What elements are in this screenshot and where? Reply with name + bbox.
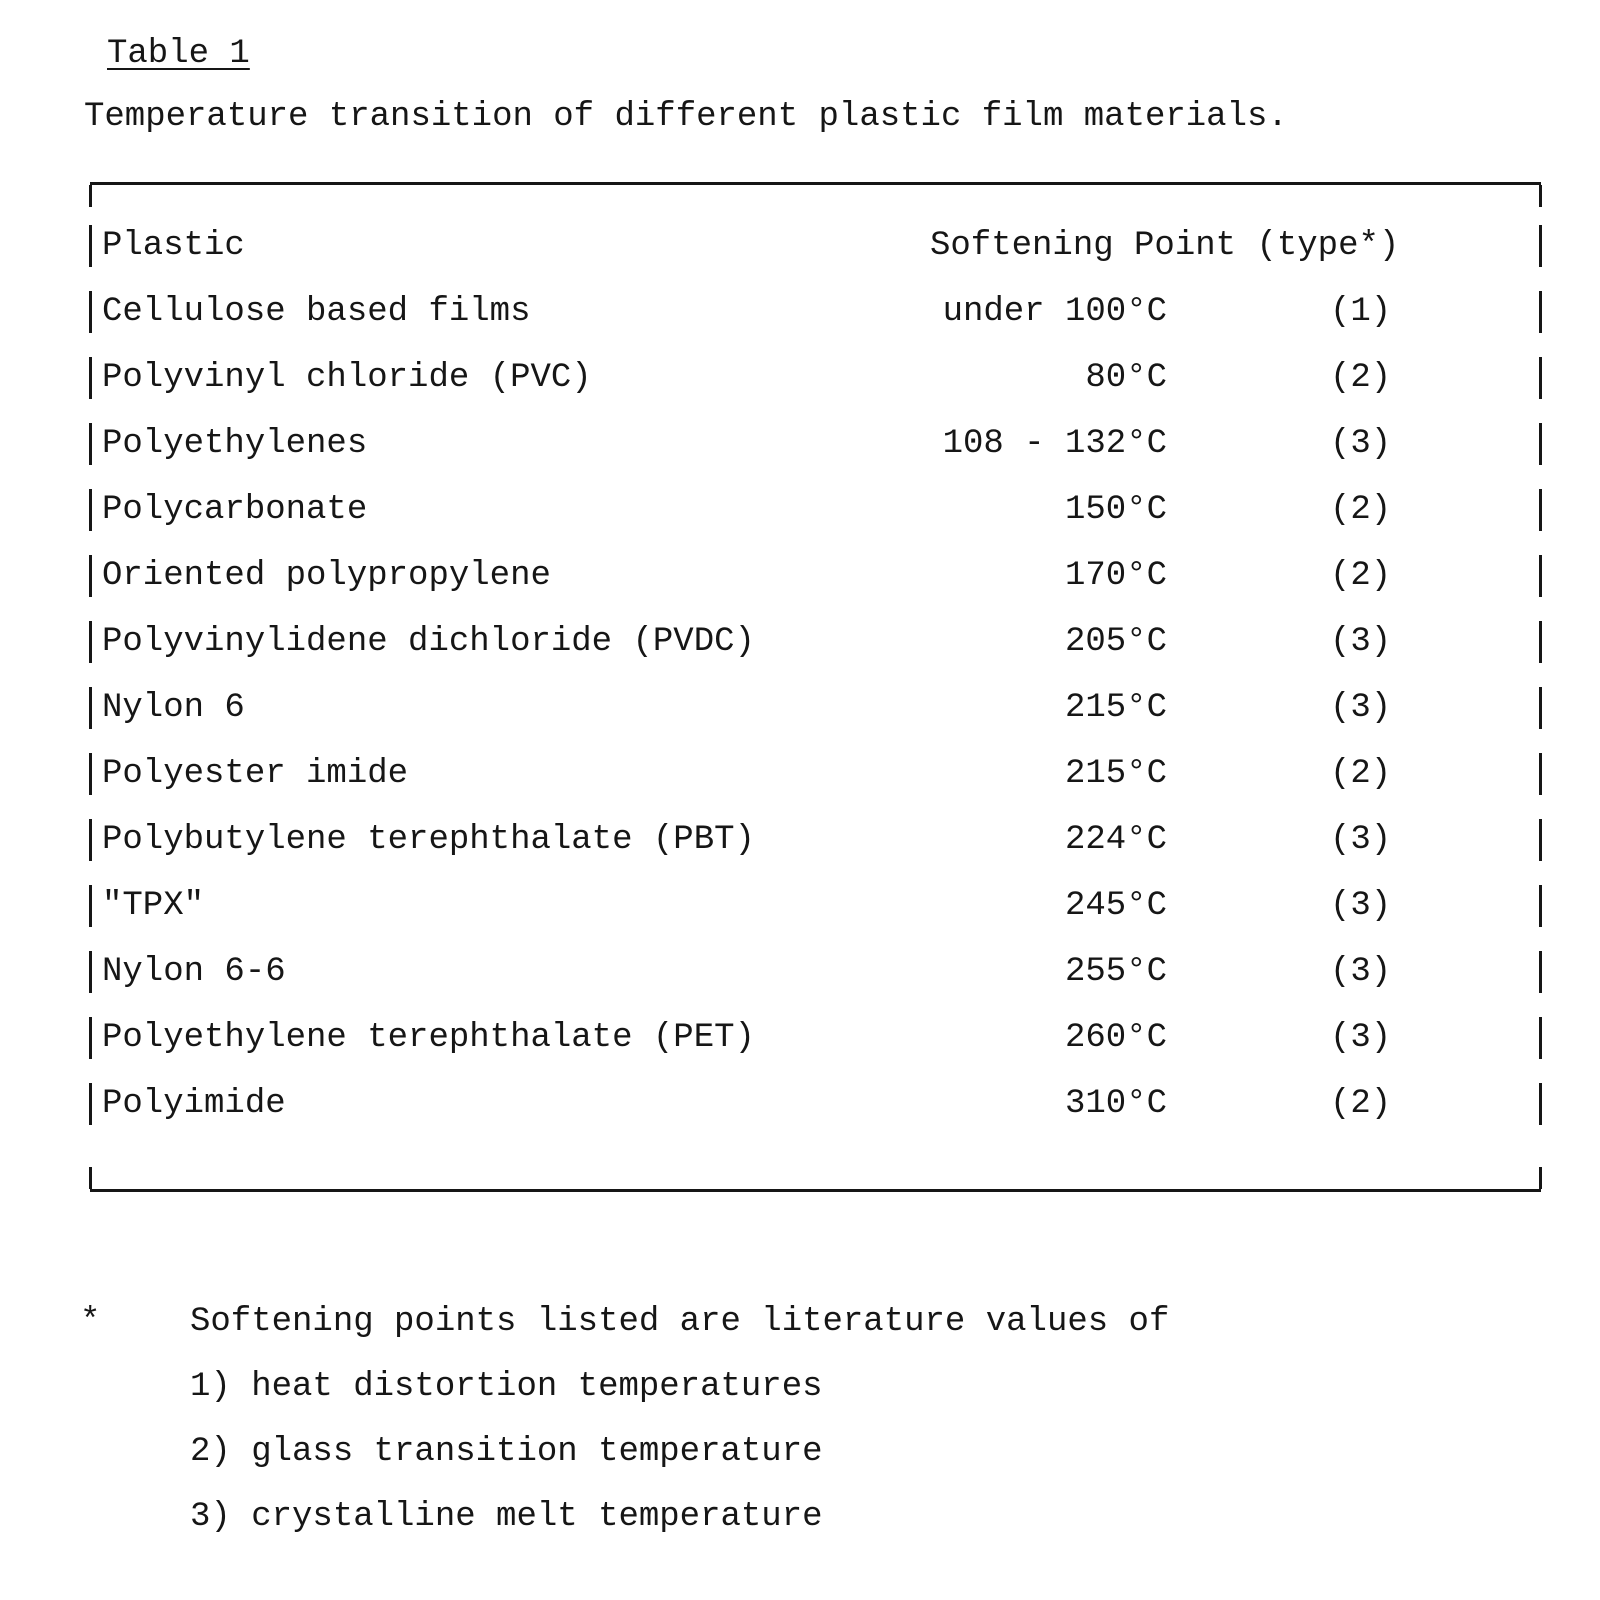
table-row bbox=[90, 279, 1541, 345]
softening-type-cell: (2) bbox=[1330, 491, 1392, 529]
plastic-name-cell: Polyethylene terephthalate (PET) bbox=[102, 1019, 755, 1057]
softening-type-cell: (3) bbox=[1330, 425, 1392, 463]
row-border bbox=[89, 225, 92, 267]
plastic-name-cell: Oriented polypropylene bbox=[102, 557, 551, 595]
table-row bbox=[90, 609, 1541, 675]
row-border bbox=[89, 819, 92, 861]
table-row bbox=[90, 675, 1541, 741]
softening-temp-cell: 310°C bbox=[1064, 1085, 1167, 1123]
row-border bbox=[89, 621, 92, 663]
softening-type-cell: (3) bbox=[1330, 689, 1392, 727]
row-border bbox=[1539, 951, 1542, 993]
table-corner bbox=[89, 185, 92, 207]
row-border bbox=[89, 357, 92, 399]
table-row bbox=[90, 1071, 1541, 1137]
table-row bbox=[90, 543, 1541, 609]
footnote-marker: * bbox=[80, 1303, 101, 1341]
table-row bbox=[90, 741, 1541, 807]
plastic-name-cell: Polyester imide bbox=[102, 755, 409, 793]
softening-type-cell: (3) bbox=[1330, 1019, 1392, 1057]
softening-temp-cell: 205°C bbox=[1064, 623, 1167, 661]
footnote-item: 3) crystalline melt temperature bbox=[190, 1498, 823, 1536]
row-border bbox=[89, 687, 92, 729]
row-border bbox=[1539, 555, 1542, 597]
table-row bbox=[90, 345, 1541, 411]
table-row bbox=[90, 873, 1541, 939]
row-border bbox=[89, 885, 92, 927]
row-border bbox=[1539, 357, 1542, 399]
row-border bbox=[89, 291, 92, 333]
softening-temp-cell: 170°C bbox=[1064, 557, 1167, 595]
plastic-name-cell: Cellulose based films bbox=[102, 293, 531, 331]
table-corner bbox=[1539, 1167, 1542, 1189]
table-row bbox=[90, 411, 1541, 477]
plastic-name-cell: Nylon 6 bbox=[102, 689, 245, 727]
softening-temp-cell: 245°C bbox=[1064, 887, 1167, 925]
table-label: Table 1 bbox=[107, 35, 250, 73]
softening-point-table bbox=[90, 182, 1541, 1192]
row-border bbox=[89, 423, 92, 465]
table-caption: Temperature transition of different plastic film materials. bbox=[84, 98, 1288, 136]
table-row bbox=[90, 477, 1541, 543]
softening-temp-cell: 150°C bbox=[1064, 491, 1167, 529]
plastic-name-cell: Polyimide bbox=[102, 1085, 286, 1123]
softening-type-cell: (1) bbox=[1330, 293, 1392, 331]
softening-type-cell: (2) bbox=[1330, 557, 1392, 595]
table-header-row bbox=[90, 213, 1541, 279]
softening-temp-cell: 260°C bbox=[1064, 1019, 1167, 1057]
footnote-item: 1) heat distortion temperatures bbox=[190, 1368, 823, 1406]
table-corner bbox=[1539, 185, 1542, 207]
softening-type-cell: (2) bbox=[1330, 359, 1392, 397]
row-border bbox=[89, 489, 92, 531]
softening-temp-cell: 255°C bbox=[1064, 953, 1167, 991]
row-border bbox=[1539, 621, 1542, 663]
row-border bbox=[1539, 687, 1542, 729]
row-border bbox=[89, 753, 92, 795]
table-corner bbox=[89, 1167, 92, 1189]
footnote-intro: Softening points listed are literature values of bbox=[190, 1303, 1170, 1341]
row-border bbox=[1539, 753, 1542, 795]
softening-temp-cell: 215°C bbox=[1064, 689, 1167, 727]
row-border bbox=[89, 555, 92, 597]
row-border bbox=[1539, 1017, 1542, 1059]
row-border bbox=[1539, 423, 1542, 465]
row-border bbox=[89, 1083, 92, 1125]
softening-temp-cell: 224°C bbox=[1064, 821, 1167, 859]
footnote-item: 2) glass transition temperature bbox=[190, 1433, 823, 1471]
plastic-name-cell: Nylon 6-6 bbox=[102, 953, 286, 991]
softening-type-cell: (2) bbox=[1330, 1085, 1392, 1123]
softening-temp-cell: 80°C bbox=[1085, 359, 1167, 397]
softening-temp-cell: 215°C bbox=[1064, 755, 1167, 793]
row-border bbox=[1539, 225, 1542, 267]
softening-type-cell: (3) bbox=[1330, 953, 1392, 991]
row-border bbox=[89, 951, 92, 993]
table-row bbox=[90, 939, 1541, 1005]
row-border bbox=[1539, 489, 1542, 531]
plastic-name-cell: Polyethylenes bbox=[102, 425, 368, 463]
softening-temp-cell: 108 - 132°C bbox=[942, 425, 1167, 463]
softening-type-cell: (3) bbox=[1330, 623, 1392, 661]
plastic-name-cell: Polybutylene terephthalate (PBT) bbox=[102, 821, 755, 859]
softening-type-cell: (2) bbox=[1330, 755, 1392, 793]
plastic-name-cell: "TPX" bbox=[102, 887, 205, 925]
plastic-name-cell: Polyvinyl chloride (PVC) bbox=[102, 359, 592, 397]
row-border bbox=[1539, 885, 1542, 927]
column-header-plastic: Plastic bbox=[102, 227, 245, 265]
softening-type-cell: (3) bbox=[1330, 887, 1392, 925]
plastic-name-cell: Polycarbonate bbox=[102, 491, 368, 529]
softening-temp-cell: under 100°C bbox=[942, 293, 1167, 331]
table-row bbox=[90, 1005, 1541, 1071]
row-border bbox=[89, 1017, 92, 1059]
column-header-softening-point: Softening Point (type*) bbox=[930, 227, 1400, 265]
row-border bbox=[1539, 291, 1542, 333]
row-border bbox=[1539, 819, 1542, 861]
softening-type-cell: (3) bbox=[1330, 821, 1392, 859]
table-row bbox=[90, 807, 1541, 873]
row-border bbox=[1539, 1083, 1542, 1125]
plastic-name-cell: Polyvinylidene dichloride (PVDC) bbox=[102, 623, 755, 661]
